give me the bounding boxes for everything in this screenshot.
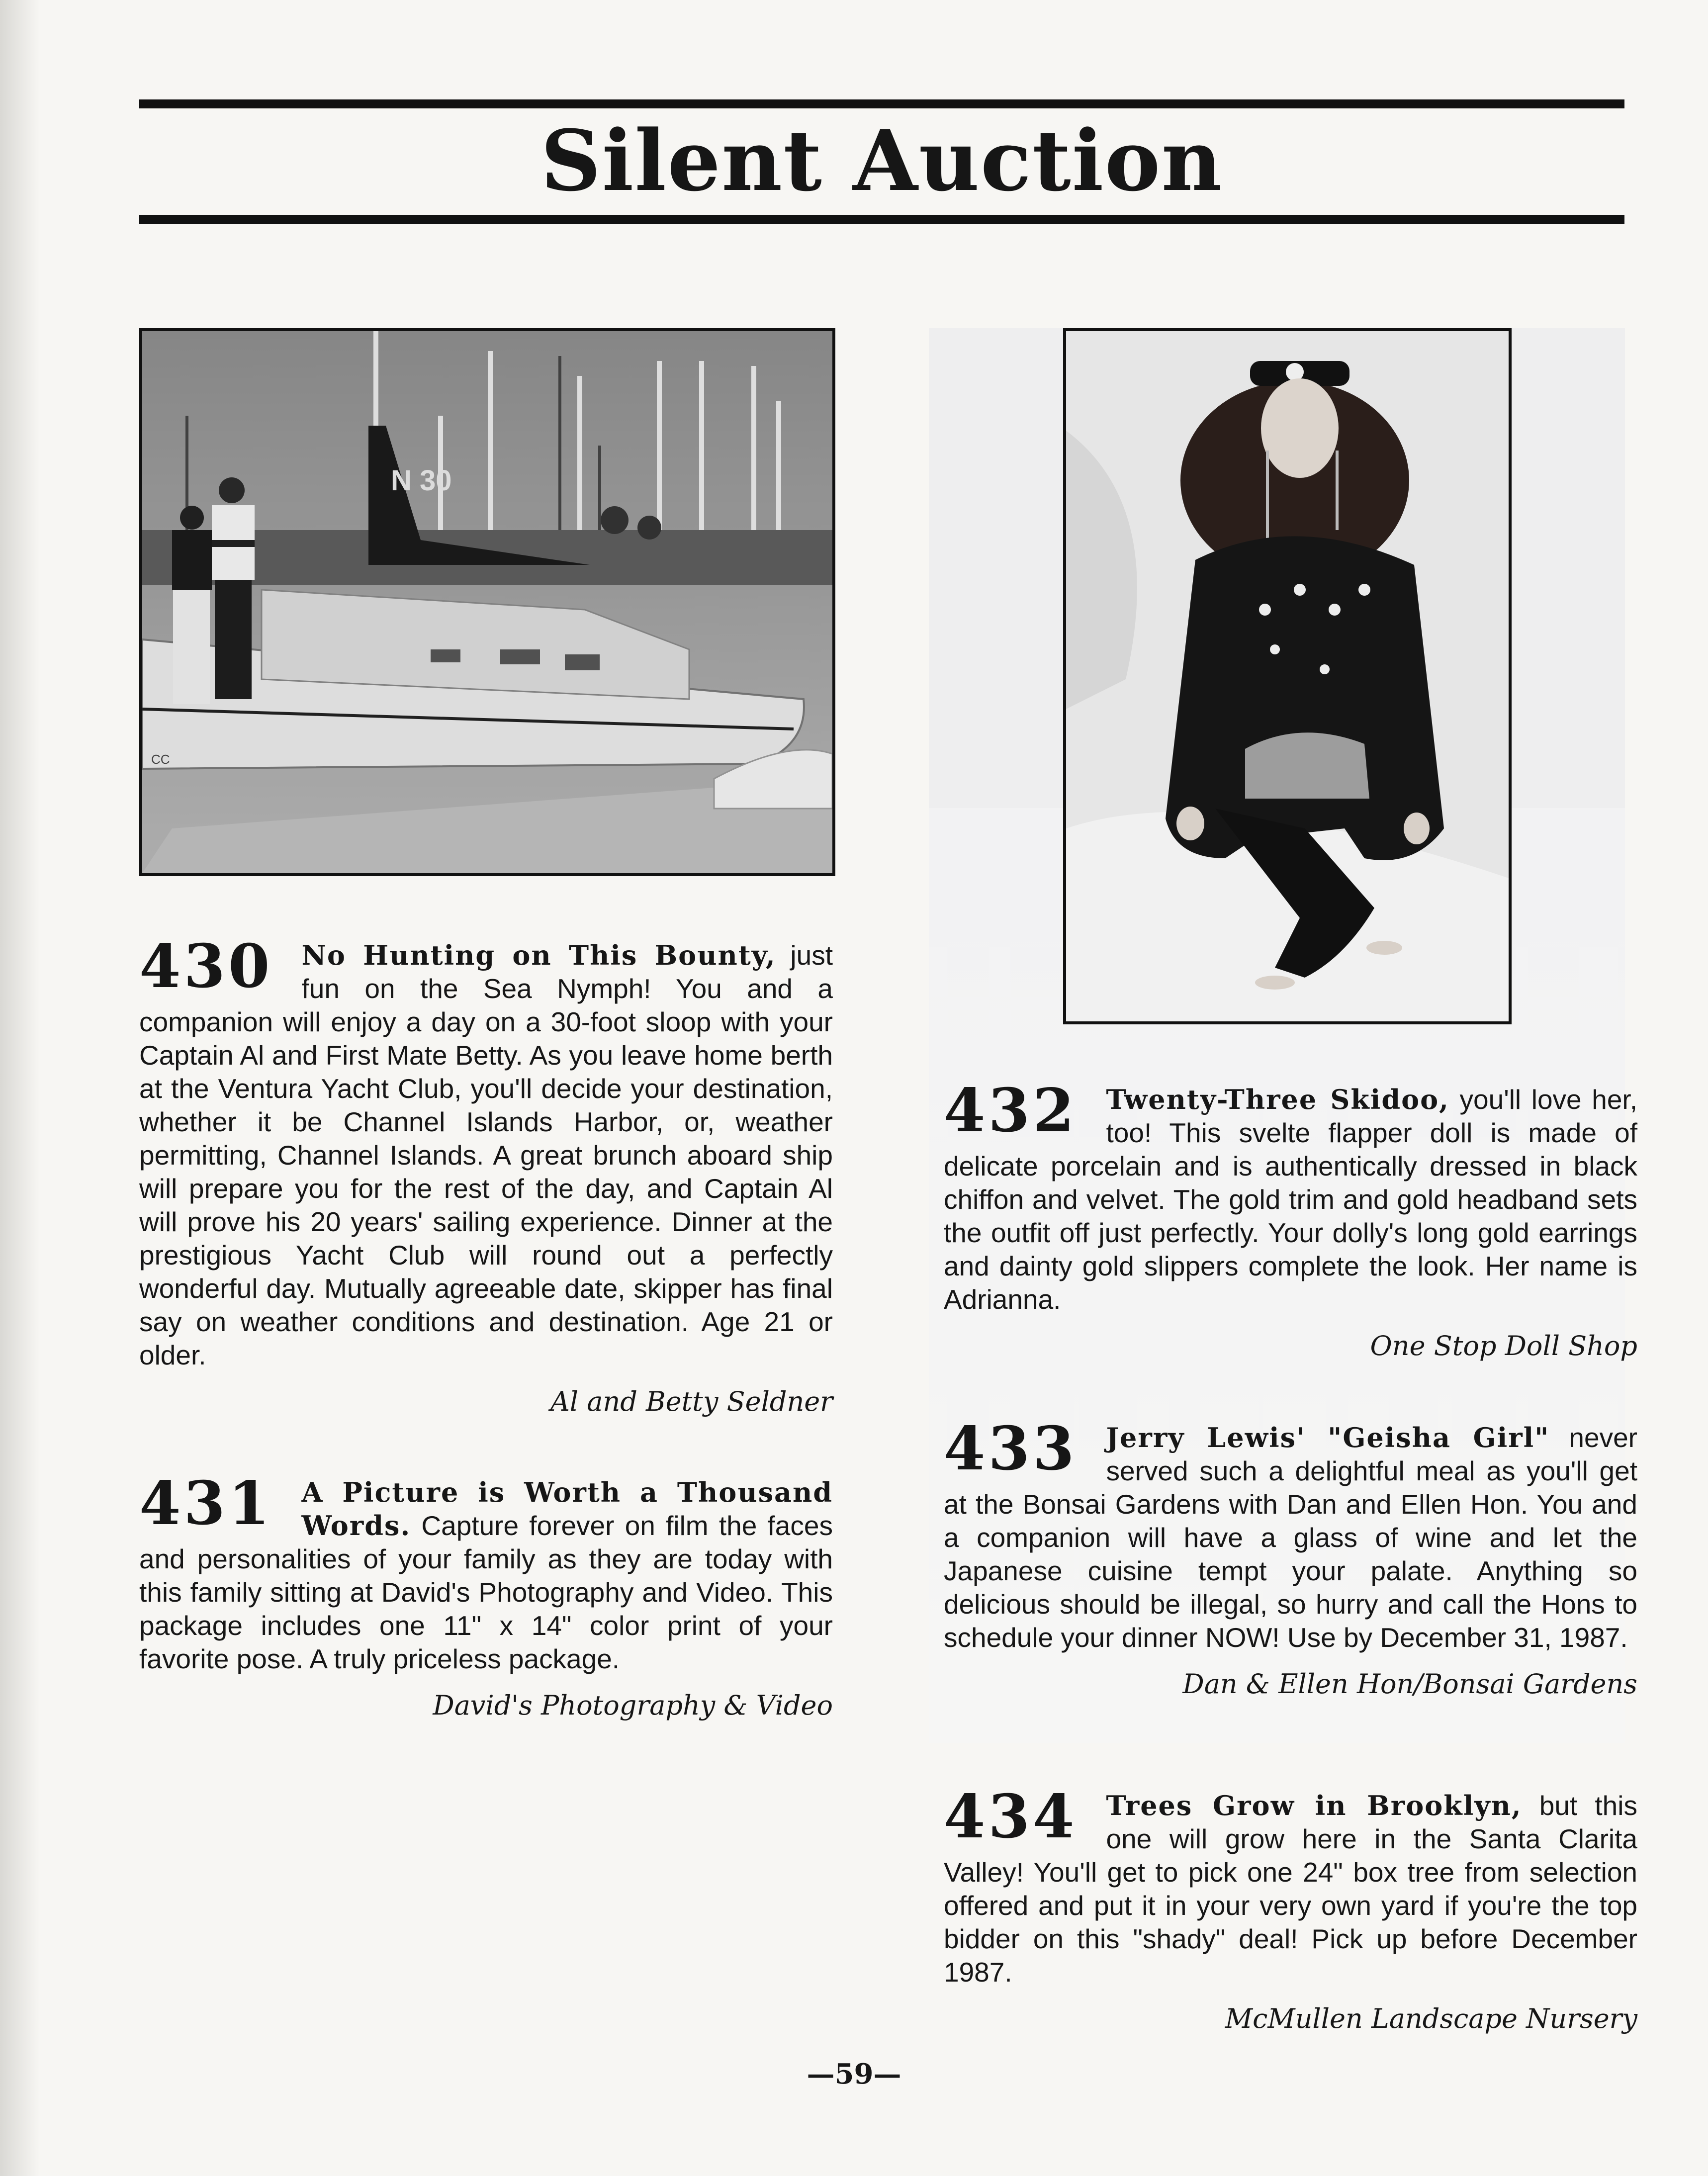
donor-credit: One Stop Doll Shop <box>1370 1330 1637 1361</box>
entry-title: A Picture is Worth a Thousand Words. <box>301 1476 833 1541</box>
lot-number: 431 <box>139 1468 273 1539</box>
entry-text: but this one will grow here in the Santa Clarita Valley! You'll get to pick one 24" box tree from selection offered and put it in your very own yard if you're the top bidder on this "shady" deal! Pick up before December 1987. <box>944 1790 1637 1988</box>
page-number: —59— <box>807 2058 901 2090</box>
entry-text: never served such a delightful meal as you'll get at the Bonsai Gardens with Dan and Ellen Hon. You and a companion will have a glass of wine and let the Japanese cuisine tempt your palate. Anything so delicious should be illegal, so hurry and call the Hons to schedule your dinner NOW! Use by December 31, 1987. <box>944 1422 1637 1653</box>
entry-text: Capture forever on film the faces and personalities of your family as they are today with this family sitting at David's Photography and Video. This package includes one 11" x 14" color print of your favorite pose. A truly priceless package. <box>139 1510 833 1674</box>
auction-entry-430 <box>139 931 833 1417</box>
page-title: Silent Auction <box>540 111 1223 210</box>
lot-number: 433 <box>944 1414 1078 1484</box>
entry-description <box>139 931 833 1372</box>
doll-photo <box>1063 328 1512 1024</box>
auction-entry-431 <box>139 1468 833 1721</box>
entry-text: just fun on the Sea Nymph! You and a companion will enjoy a day on a 30-foot sloop with your Captain Al and First Mate Betty. As you leave home berth at the Ventura Yacht Club, you'll decide your destination, whether it be Channel Islands Harbor, or, weather permitting, Channel Islands. A great brunch aboard ship will prepare you for the rest of the day, and Captain Al will prove his 20 years' sailing experience. Dinner at the prestigious Yacht Club will round out a perfectly wonderful day. Mutually agreeable date, skipper has final say on weather conditions and destination. Age 21 or older. <box>139 940 833 1370</box>
page-gutter-shadow <box>0 0 40 2176</box>
sailboat-photo <box>139 328 835 876</box>
entry-title: No Hunting on This Bounty, <box>301 939 776 971</box>
lot-number: 434 <box>944 1782 1078 1852</box>
sail-mark: N 30 <box>391 464 452 497</box>
hull-mark: CC <box>151 752 170 767</box>
lot-number: 430 <box>139 931 273 1001</box>
entry-title: Jerry Lewis' "Geisha Girl" <box>1106 1422 1550 1453</box>
auction-entry-432 <box>944 1076 1637 1361</box>
auction-entry-433 <box>944 1414 1637 1700</box>
entry-title: Twenty-Three Skidoo, <box>1106 1084 1449 1115</box>
auction-entry-434 <box>944 1782 1637 2034</box>
donor-credit: David's Photography & Video <box>433 1690 833 1721</box>
donor-credit: Dan & Ellen Hon/Bonsai Gardens <box>1182 1668 1637 1700</box>
donor-credit: Al and Betty Seldner <box>550 1386 833 1417</box>
entry-title: Trees Grow in Brooklyn, <box>1106 1790 1522 1821</box>
header-rule-top <box>139 99 1624 108</box>
lot-number: 432 <box>944 1076 1078 1146</box>
header-rule-bottom <box>139 215 1624 224</box>
donor-credit: McMullen Landscape Nursery <box>1225 2003 1637 2034</box>
entry-text: you'll love her, too! This svelte flapper doll is made of delicate porcelain and is authentically dressed in black chiffon and velvet. The gold trim and gold headband sets the outfit off just perfectly. Your dolly's long gold earrings and dainty gold slippers complete the look. Her name is Adrianna. <box>944 1084 1637 1315</box>
